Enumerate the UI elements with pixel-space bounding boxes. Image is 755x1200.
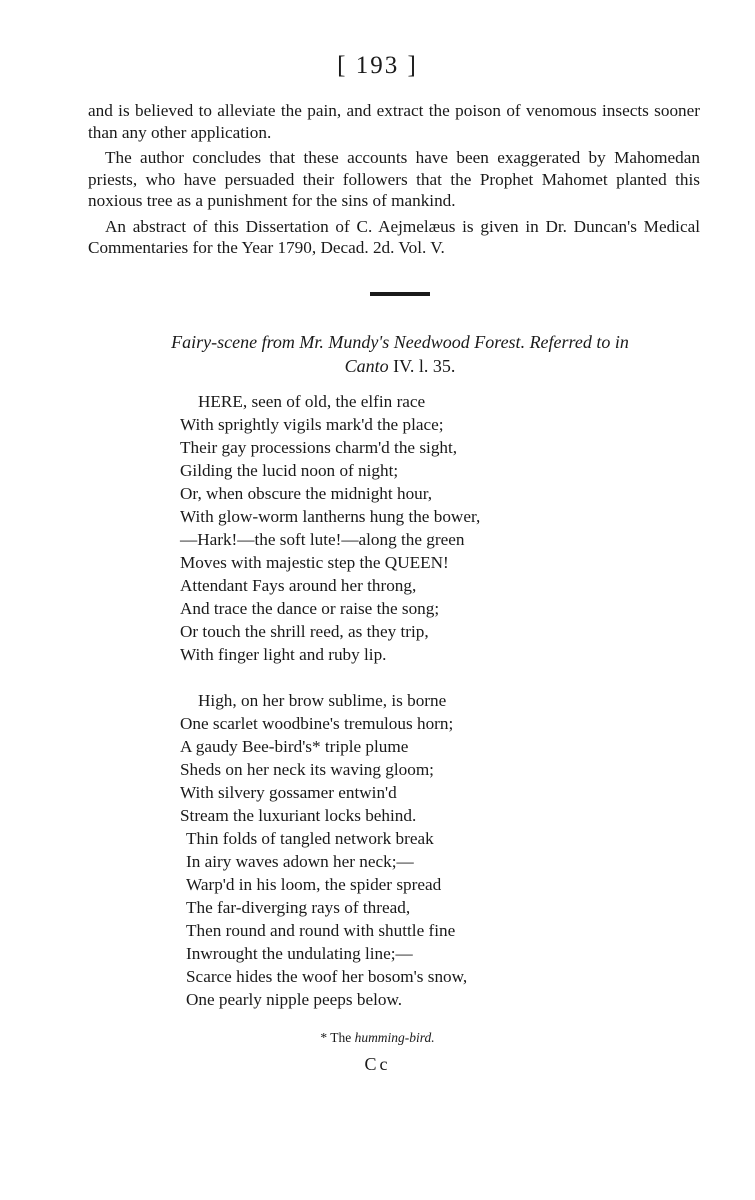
poem-line: Sheds on her neck its waving gloom; <box>180 760 434 779</box>
heading-canto-ref: IV. l. 35. <box>388 356 456 376</box>
poem-line: With silvery gossamer entwin'd <box>180 783 397 802</box>
page-number: [ 193 ] <box>337 52 418 79</box>
poem-line: With sprightly vigils mark'd the place; <box>180 415 444 434</box>
footnote-text: humming-bird. <box>354 1030 435 1045</box>
poem-line: Or touch the shrill reed, as they trip, <box>180 622 429 641</box>
poem-line: Stream the luxuriant locks behind. <box>180 806 417 825</box>
poem-line: —Hark!—the soft lute!—along the green <box>180 530 465 549</box>
poem-line: One scarlet woodbine's tremulous horn; <box>180 714 454 733</box>
footnote-prefix: * The <box>320 1030 355 1045</box>
prose-paragraph: An abstract of this Dissertation of C. Aejmelæus is given in Dr. Duncan's Medical Commentaries for the Year 1790, Decad. 2d. Vol. V. <box>88 216 700 257</box>
poem-line: And trace the dance or raise the song; <box>180 599 440 618</box>
heading-canto: Canto <box>344 356 389 376</box>
section-heading <box>100 330 700 378</box>
poem-line: Gilding the lucid noon of night; <box>180 461 399 480</box>
prose-block <box>88 100 700 263</box>
poem-line: Thin folds of tangled network break <box>186 829 434 848</box>
poem-line: A gaudy Bee-bird's* triple plume <box>180 737 409 756</box>
poem-line: Attendant Fays around her throng, <box>180 576 417 595</box>
poem-line: The far-diverging rays of thread, <box>186 898 411 917</box>
poem-line: Scarce hides the woof her bosom's snow, <box>186 967 468 986</box>
poem-line: Inwrought the undulating line;— <box>186 944 413 963</box>
poem-line: Then round and round with shuttle fine <box>186 921 456 940</box>
signature-mark: Cc <box>364 1054 391 1074</box>
prose-paragraph: The author concludes that these accounts have been exaggerated by Mahomedan priests, who have persuaded their followers that the Prophet Mahomet planted this noxious tree as a punishment for the sins of mankind. <box>88 148 700 210</box>
poem <box>180 390 580 1011</box>
poem-line: Or, when obscure the midnight hour, <box>180 484 433 503</box>
stanza-gap <box>180 666 580 689</box>
prose-paragraph: and is believed to alleviate the pain, and extract the poison of venomous insects sooner than any other application. <box>88 101 700 142</box>
poem-line: With finger light and ruby lip. <box>180 645 387 664</box>
poem-line: HERE, seen of old, the elfin race <box>198 392 426 411</box>
poem-line: Moves with majestic step the QUEEN! <box>180 553 449 572</box>
poem-line: One pearly nipple peeps below. <box>186 990 403 1009</box>
poem-line: High, on her brow sublime, is borne <box>198 691 447 710</box>
heading-line: Fairy-scene from Mr. Mundy's Needwood Forest. Referred to in <box>171 332 629 352</box>
footnote <box>0 1030 755 1046</box>
heading-line <box>100 354 700 378</box>
section-divider <box>370 292 430 296</box>
poem-line: Their gay processions charm'd the sight, <box>180 438 458 457</box>
poem-line: In airy waves adown her neck;— <box>186 852 414 871</box>
poem-line: Warp'd in his loom, the spider spread <box>186 875 442 894</box>
poem-line: With glow-worm lantherns hung the bower, <box>180 507 481 526</box>
